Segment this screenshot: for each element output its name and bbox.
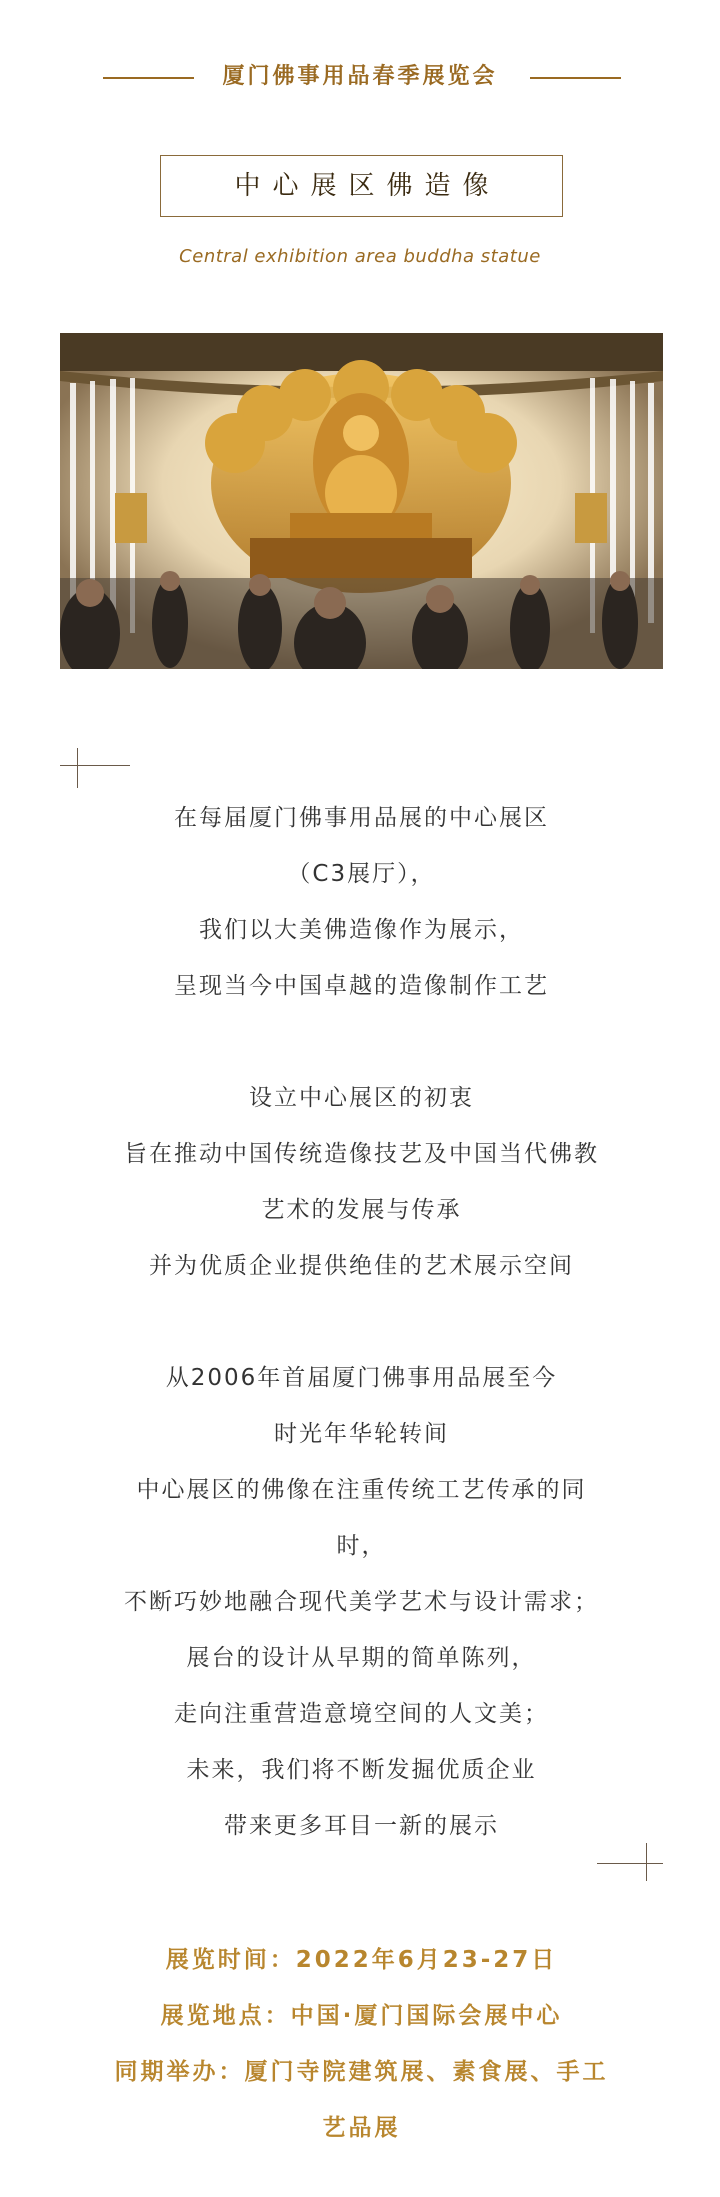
- text-line: 旨在推动中国传统造像技艺及中国当代佛教: [124, 1141, 599, 1167]
- text-line: 展台的设计从早期的简单陈列，: [186, 1645, 537, 1671]
- text-line: 时光年华轮转间: [274, 1421, 449, 1447]
- text-line: 不断巧妙地融合现代美学艺术与设计需求；: [124, 1589, 599, 1615]
- exhibition-info: [40, 1932, 683, 2156]
- concurrent-events-cont: 艺品展: [322, 2115, 401, 2141]
- text-line: 呈现当今中国卓越的造像制作工艺: [174, 973, 549, 999]
- text-line: 时，: [336, 1533, 387, 1559]
- buddha-shrine-photo: [60, 333, 663, 669]
- text-line: 我们以大美佛造像作为展示，: [199, 917, 524, 943]
- text-line: 设立中心展区的初衷: [249, 1085, 474, 1111]
- section-title-box: [160, 155, 563, 217]
- corner-ornament-top-left: [60, 748, 130, 788]
- page-title: 厦门佛事用品春季展览会: [222, 64, 498, 89]
- text-line: 带来更多耳目一新的展示: [224, 1813, 499, 1839]
- paragraph-gap: [60, 1014, 663, 1070]
- section-title: 中心展区佛造像: [234, 171, 501, 201]
- section-subtitle: Central exhibition area buddha statue: [179, 246, 541, 267]
- text-line: 未来，我们将不断发掘优质企业: [186, 1757, 537, 1783]
- text-line: 艺术的发展与传承: [261, 1197, 462, 1223]
- header-rule-right: [530, 77, 621, 79]
- concurrent-events: 同期举办：厦门寺院建筑展、素食展、手工: [114, 2059, 609, 2085]
- exhibition-location: 展览地点：中国·厦门国际会展中心: [160, 2003, 563, 2029]
- text-line: 在每届厦门佛事用品展的中心展区: [174, 805, 549, 831]
- text-line: 中心展区的佛像在注重传统工艺传承的同: [136, 1477, 587, 1503]
- text-line: 从2006年首届厦门佛事用品展至今: [165, 1365, 558, 1391]
- exhibition-time: 展览时间：2022年6月23-27日: [165, 1947, 558, 1973]
- text-line: （C3展厅），: [287, 861, 436, 887]
- paragraph-gap: [60, 1294, 663, 1350]
- text-line: 并为优质企业提供绝佳的艺术展示空间: [149, 1253, 574, 1279]
- intro-text: [60, 790, 663, 1854]
- header: [0, 62, 720, 92]
- corner-ornament-bottom-right: [597, 1843, 663, 1881]
- text-line: 走向注重营造意境空间的人文美；: [174, 1701, 549, 1727]
